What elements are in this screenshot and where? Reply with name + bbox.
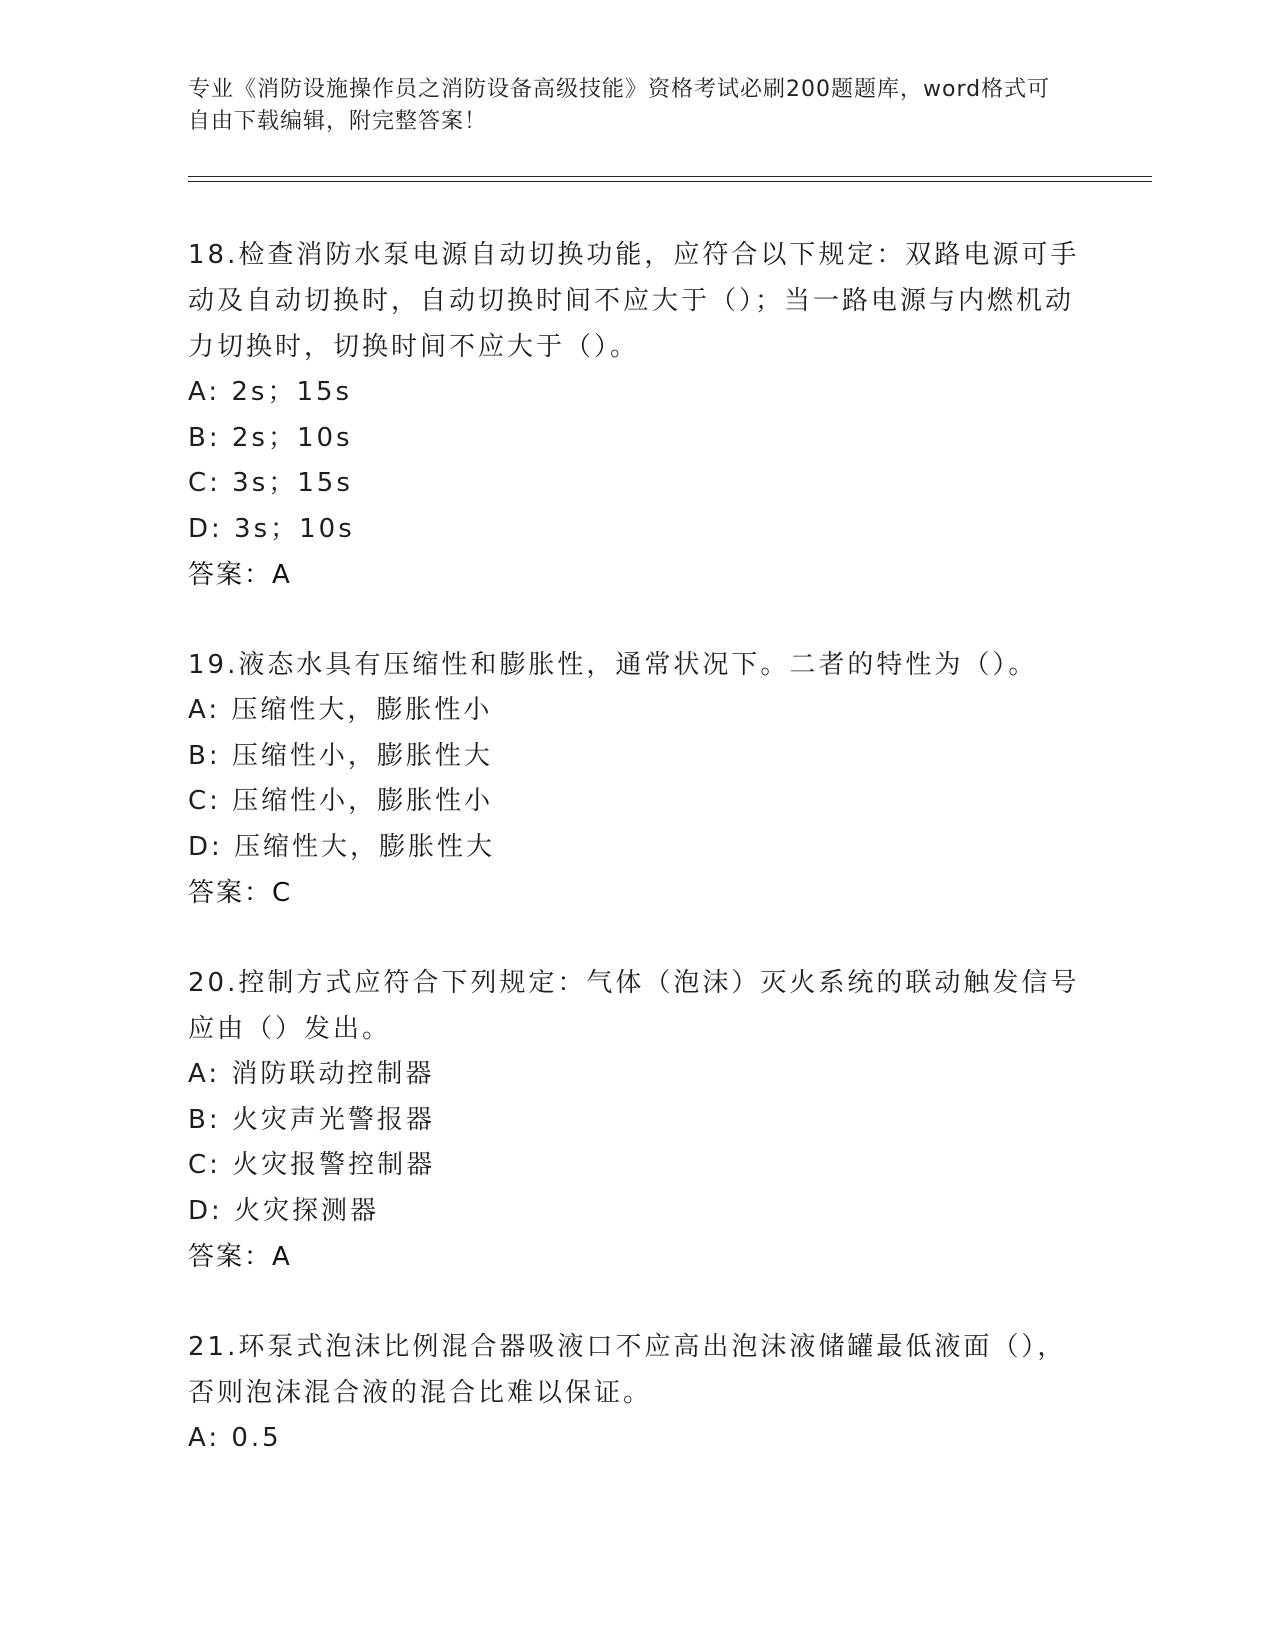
- option-a: A: 消防联动控制器: [188, 1059, 435, 1089]
- question-list: [188, 232, 1088, 1506]
- option-c: C: 3s；15s: [188, 468, 353, 498]
- option-d: D: 火灾探测器: [188, 1195, 380, 1226]
- option-b: B: 压缩性小，膨胀性大: [188, 740, 493, 771]
- question-text: 18.检查消防水泵电源自动切换功能，应符合以下规定：双路电源可手动及自动切换时，自动切换时间不应大于（）；当一路电源与内燃机动力切换时，切换时间不应大于（）。: [188, 240, 1080, 362]
- question-text: 20.控制方式应符合下列规定：气体（泡沫）灭火系统的联动触发信号应由（）发出。: [188, 968, 1080, 1044]
- option-d: D: 3s；10s: [188, 513, 355, 544]
- option-a: A: 0.5: [188, 1423, 282, 1453]
- document-header: 专业《消防设施操作员之消防设备高级技能》资格考试必刷200题题库，word格式可自由下载编辑，附完整答案！: [188, 77, 1051, 134]
- question-20: [188, 960, 1088, 1280]
- option-c: C: 压缩性小，膨胀性小: [188, 786, 494, 816]
- option-b: B: 2s；10s: [188, 422, 353, 453]
- header-divider-bottom: [188, 181, 1152, 182]
- option-a: A: 压缩性大，膨胀性小: [188, 695, 493, 725]
- option-b: B: 火灾声光警报器: [188, 1104, 435, 1135]
- question-21: [188, 1324, 1088, 1462]
- option-d: D: 压缩性大，膨胀性大: [188, 831, 496, 862]
- question-18: [188, 232, 1088, 598]
- question-text: 21.环泵式泡沫比例混合器吸液口不应高出泡沫液储罐最低液面（），否则泡沫混合液的混合比难以保证。: [188, 1332, 1067, 1408]
- question-text: 19.液态水具有压缩性和膨胀性，通常状况下。二者的特性为（）。: [188, 650, 1038, 680]
- option-a: A: 2s；15s: [188, 377, 353, 407]
- question-19: [188, 642, 1088, 916]
- option-c: C: 火灾报警控制器: [188, 1150, 436, 1180]
- answer: 答案：A: [188, 1242, 292, 1272]
- header-divider-top: [188, 176, 1152, 177]
- answer: 答案：A: [188, 560, 292, 590]
- answer: 答案：C: [188, 878, 293, 908]
